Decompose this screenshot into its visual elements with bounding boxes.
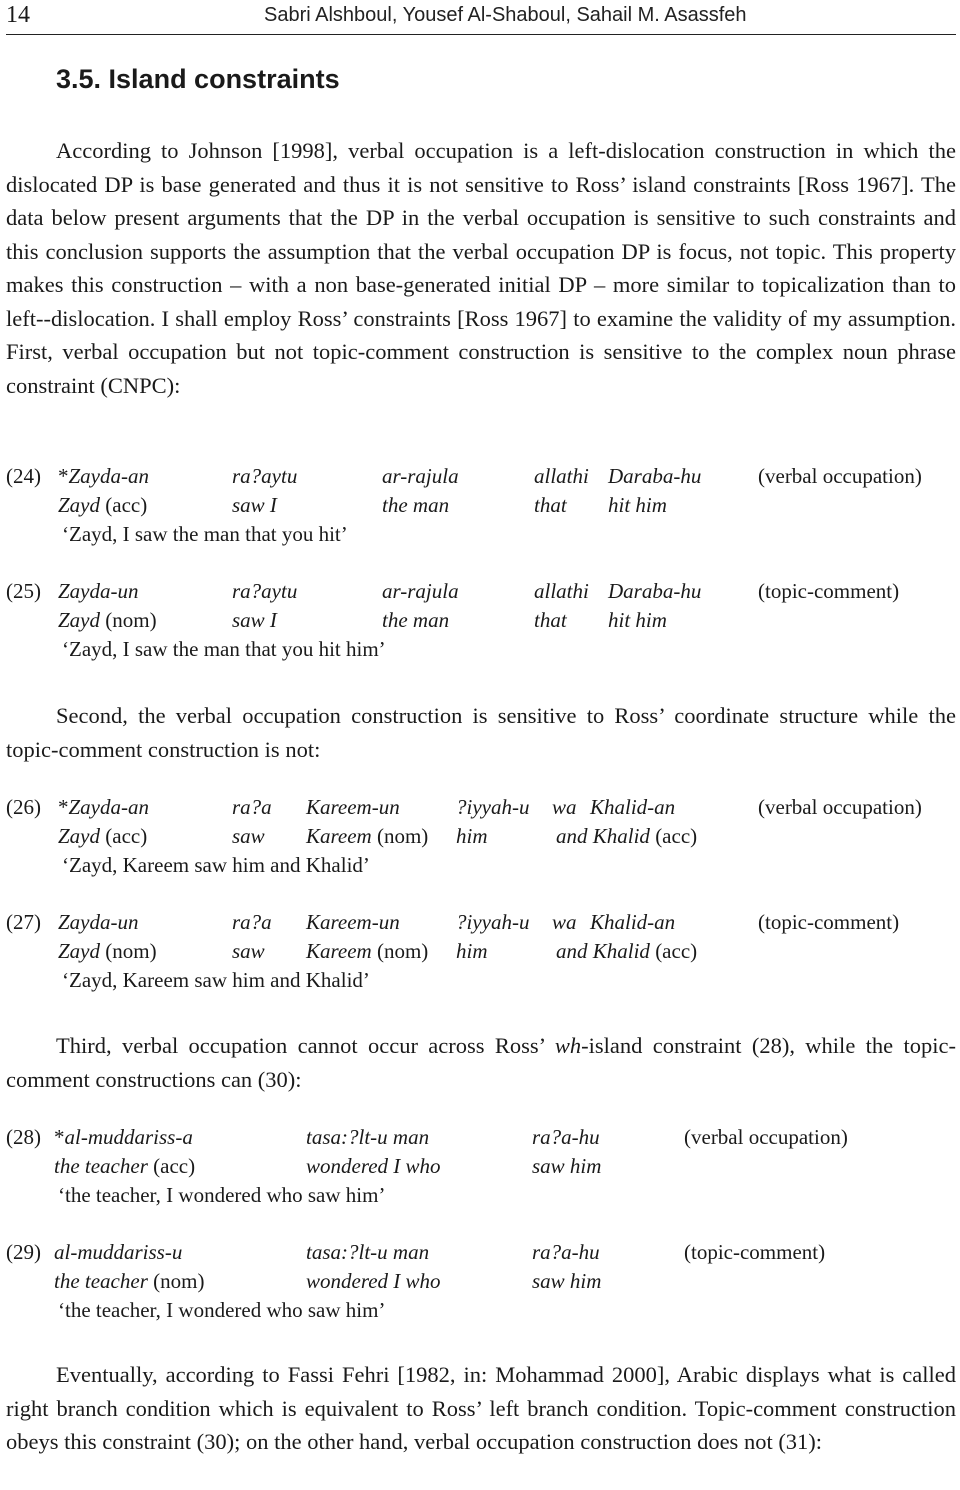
example-form-6: Khalid-an bbox=[590, 795, 676, 819]
example-form-2: ra?a bbox=[232, 795, 272, 819]
example-label: (verbal occupation) bbox=[684, 1125, 848, 1149]
example-gloss-3: Kareem (nom) bbox=[306, 824, 429, 848]
example-form-2: tasa:?lt-u man bbox=[306, 1240, 430, 1264]
example-gloss-3: Kareem (nom) bbox=[306, 939, 429, 963]
example-number: (26) bbox=[6, 795, 41, 819]
example-gloss-1: the teacher (nom) bbox=[54, 1269, 205, 1293]
example-gloss-2: wondered I who bbox=[306, 1269, 441, 1293]
example-28 bbox=[6, 1125, 956, 1215]
section-title: 3.5. Island constraints bbox=[56, 64, 340, 94]
example-translation: ‘the teacher, I wondered who saw him’ bbox=[58, 1183, 386, 1207]
example-gloss-4: that bbox=[534, 493, 567, 517]
example-number: (27) bbox=[6, 910, 41, 934]
example-form-3: ar-rajula bbox=[382, 464, 459, 488]
example-gloss-3: saw him bbox=[532, 1154, 602, 1178]
paragraph-2: Second, the verbal occupation construction is sensitive to Ross’ coordinate structure while the topic-comment construction is not: bbox=[6, 703, 956, 762]
example-form-5: wa bbox=[552, 795, 577, 819]
example-translation: ‘Zayd, Kareem saw him and Khalid’ bbox=[62, 853, 370, 877]
example-translation: ‘the teacher, I wondered who saw him’ bbox=[58, 1298, 386, 1322]
paragraph-1: According to Johnson [1998], verbal occupation is a left-dislocation construction in which the dislocated DP is base generated and thus it is not sensitive to Ross’ island constraints [Ross 1967]. The data below present arguments that the DP in the verbal occupation is sensitive to such constraints and this conclusion supports the assumption that the verbal occupation DP is focus, not topic. This property makes this construction – with a non base-generated initial DP – more similar to topicalization than to left--dislocation. I shall employ Ross’ constraints [Ross 1967] to examine the validity of my assumption. First, verbal occupation but not topic-comment construction is sensitive to the complex noun phrase constraint (CNPC): bbox=[6, 138, 956, 398]
example-translation: ‘Zayd, I saw the man that you hit’ bbox=[62, 522, 348, 546]
example-label: (verbal occupation) bbox=[758, 795, 922, 819]
example-29 bbox=[6, 1240, 956, 1330]
example-gloss-4: him bbox=[456, 939, 488, 963]
example-25 bbox=[6, 579, 956, 669]
example-gloss-2: wondered I who bbox=[306, 1154, 441, 1178]
example-form-4: allathi bbox=[534, 464, 589, 488]
page-header bbox=[6, 0, 956, 35]
example-gloss-1: Zayd (nom) bbox=[58, 939, 157, 963]
example-gloss-4: him bbox=[456, 824, 488, 848]
example-number: (25) bbox=[6, 579, 41, 603]
example-number: (29) bbox=[6, 1240, 41, 1264]
example-form-6: Khalid-an bbox=[590, 910, 676, 934]
example-form-1: *Zayda-an bbox=[58, 464, 149, 488]
example-27 bbox=[6, 910, 956, 1000]
example-form-3: ra?a-hu bbox=[532, 1240, 600, 1264]
example-label: (topic-comment) bbox=[684, 1240, 826, 1264]
example-form-3: ar-rajula bbox=[382, 579, 459, 603]
example-form-5: Daraba-hu bbox=[608, 579, 702, 603]
example-translation: ‘Zayd, Kareem saw him and Khalid’ bbox=[62, 968, 370, 992]
example-gloss-2: saw bbox=[232, 824, 265, 848]
running-head: Sabri Alshboul, Yousef Al-Shaboul, Sahail M. Asassfeh bbox=[264, 4, 747, 26]
example-form-1: *Zayda-an bbox=[58, 795, 149, 819]
example-26 bbox=[6, 795, 956, 885]
example-gloss-5: hit him bbox=[608, 608, 667, 632]
example-number: (28) bbox=[6, 1125, 41, 1149]
example-form-2: tasa:?lt-u man bbox=[306, 1125, 430, 1149]
page-number: 14 bbox=[6, 2, 30, 28]
example-form-3: Kareem-un bbox=[306, 910, 400, 934]
example-gloss-5: and Khalid (acc) bbox=[556, 824, 698, 848]
example-gloss-3: the man bbox=[382, 608, 450, 632]
paragraph-3: Third, verbal occupation cannot occur across Ross’ wh-island constraint (28), while the topic-comment constructions can (30): bbox=[6, 1033, 957, 1092]
example-gloss-3: saw him bbox=[532, 1269, 602, 1293]
example-form-1: *al-muddariss-a bbox=[54, 1125, 193, 1149]
example-gloss-5: and Khalid (acc) bbox=[556, 939, 698, 963]
example-gloss-1: Zayd (nom) bbox=[58, 608, 157, 632]
example-gloss-3: the man bbox=[382, 493, 450, 517]
example-form-1: al-muddariss-u bbox=[54, 1240, 183, 1264]
paragraph-4: Eventually, according to Fassi Fehri [1982, in: Mohammad 2000], Arabic displays what is called right branch condition which is equivalent to Ross’ left branch condition. Topic-comment construction obeys this constraint (30); on the other hand, verbal occupation construction does not (31): bbox=[6, 1362, 956, 1454]
example-gloss-5: hit him bbox=[608, 493, 667, 517]
example-gloss-2: saw I bbox=[232, 608, 277, 632]
example-form-5: wa bbox=[552, 910, 577, 934]
example-gloss-2: saw bbox=[232, 939, 265, 963]
example-form-2: ra?a bbox=[232, 910, 272, 934]
example-number: (24) bbox=[6, 464, 41, 488]
example-translation: ‘Zayd, I saw the man that you hit him’ bbox=[62, 637, 386, 661]
example-form-4: ?iyyah-u bbox=[456, 795, 530, 819]
example-form-2: ra?aytu bbox=[232, 579, 298, 603]
example-form-3: Kareem-un bbox=[306, 795, 400, 819]
example-gloss-4: that bbox=[534, 608, 567, 632]
example-label: (topic-comment) bbox=[758, 579, 900, 603]
example-form-4: ?iyyah-u bbox=[456, 910, 530, 934]
example-label: (topic-comment) bbox=[758, 910, 900, 934]
example-gloss-1: the teacher (acc) bbox=[54, 1154, 196, 1178]
example-label: (verbal occupation) bbox=[758, 464, 922, 488]
example-form-5: Daraba-hu bbox=[608, 464, 702, 488]
example-form-4: allathi bbox=[534, 579, 589, 603]
example-24 bbox=[6, 464, 956, 554]
example-gloss-2: saw I bbox=[232, 493, 277, 517]
example-form-2: ra?aytu bbox=[232, 464, 298, 488]
example-form-3: ra?a-hu bbox=[532, 1125, 600, 1149]
example-form-1: Zayda-un bbox=[58, 579, 139, 603]
example-gloss-1: Zayd (acc) bbox=[58, 824, 148, 848]
example-gloss-1: Zayd (acc) bbox=[58, 493, 148, 517]
example-form-1: Zayda-un bbox=[58, 910, 139, 934]
